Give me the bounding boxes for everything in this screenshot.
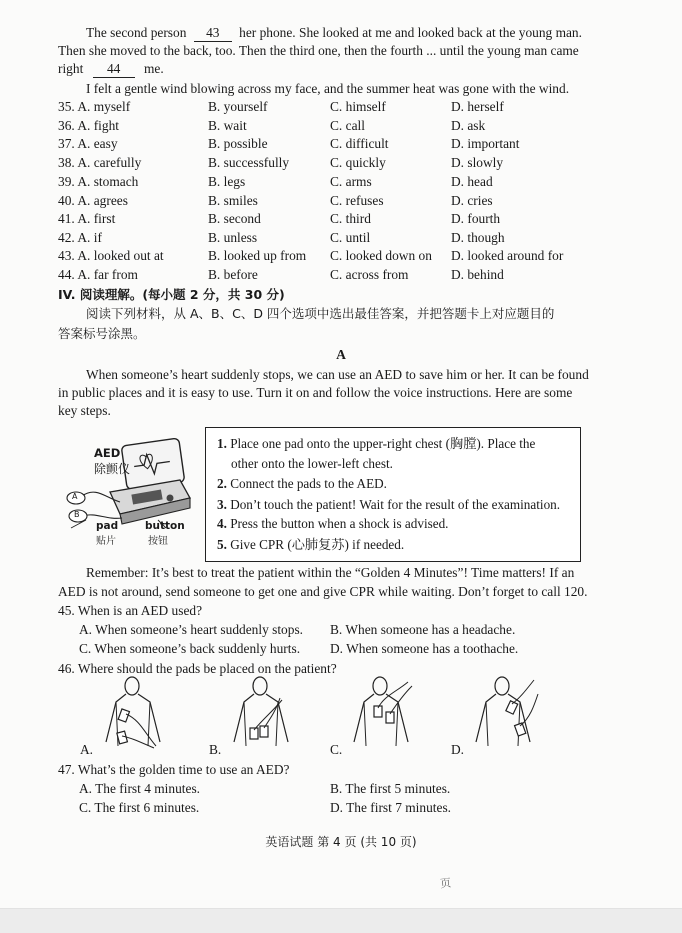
answer-option: C. The first 6 minutes.: [79, 800, 200, 815]
remember-line: AED is not around, send someone to get one and give CPR while waiting. Don’t forget to call 120.: [58, 584, 588, 599]
option-d: D. slowly: [451, 155, 504, 170]
marker-b: B: [74, 510, 80, 519]
passage-text: her phone. She looked at me and looked back at the young man.: [239, 25, 582, 40]
option-d: D. fourth: [451, 211, 501, 226]
remember-line: Remember: It’s best to treat the patient within the “Golden 4 Minutes”! Time matters! If an: [86, 565, 575, 580]
figure-label-d: D.: [451, 742, 465, 757]
option-d: D. herself: [451, 99, 504, 114]
aed-title-cn: 除颤仪: [94, 462, 131, 476]
passage-line: I felt a gentle wind blowing across my face, and the summer heat was gone with the wind.: [86, 81, 570, 96]
steps-box: [205, 427, 581, 562]
option-c: C. until: [330, 230, 371, 245]
passage-line: key steps.: [58, 403, 111, 418]
answer-option: A. When someone’s heart suddenly stops.: [79, 622, 304, 637]
option-b: B. smiles: [208, 193, 258, 208]
option-d: D. though: [451, 230, 505, 245]
option-b: B. yourself: [208, 99, 268, 114]
option-c: C. difficult: [330, 136, 389, 151]
option-b: B. wait: [208, 118, 247, 133]
button-label: button: [145, 520, 185, 532]
aed-title: AED: [94, 446, 121, 460]
option-d: D. looked around for: [451, 248, 564, 263]
option-c: C. looked down on: [330, 248, 432, 263]
blank-44: 44: [93, 61, 135, 78]
step-item: 2. Connect the pads to the AED.: [217, 476, 387, 491]
answer-option: D. The first 7 minutes.: [330, 800, 451, 815]
page-footer: 英语试题 第 4 页 (共 10 页): [265, 835, 417, 849]
option-c: C. himself: [330, 99, 386, 114]
torso-figure-a: [96, 676, 176, 752]
pad-label-cn: 贴片: [96, 536, 116, 547]
pad-label: pad: [96, 520, 119, 532]
marker-a: A: [72, 492, 78, 501]
option-row: 36. A. fight: [58, 118, 120, 133]
aed-illustration: [62, 428, 202, 558]
passage-text: The second person: [86, 25, 187, 40]
section-heading: IV. 阅读理解。(每小题 2 分，共 30 分): [58, 287, 285, 302]
question-stem: 45. When is an AED used?: [58, 603, 203, 618]
answer-option: C. When someone’s back suddenly hurts.: [79, 641, 301, 656]
answer-option: A. The first 4 minutes.: [79, 781, 200, 796]
passage-text: me.: [144, 61, 164, 76]
option-row: 44. A. far from: [58, 267, 138, 282]
option-b: B. legs: [208, 174, 246, 189]
option-b: B. second: [208, 211, 261, 226]
option-row: 35. A. myself: [58, 99, 131, 114]
option-d: D. behind: [451, 267, 504, 282]
figure-label-a: A.: [80, 742, 94, 757]
option-c: C. refuses: [330, 193, 384, 208]
viewer-bottom-bar: [0, 908, 682, 933]
question-stem: 47. What’s the golden time to use an AED?: [58, 762, 290, 777]
option-row: 40. A. agrees: [58, 193, 128, 208]
option-row: 41. A. first: [58, 211, 116, 226]
option-row: 37. A. easy: [58, 136, 118, 151]
option-b: B. looked up from: [208, 248, 307, 263]
option-b: B. unless: [208, 230, 258, 245]
option-row: 43. A. looked out at: [58, 248, 164, 263]
button-label-cn: 按钮: [148, 536, 168, 547]
passage-line: When someone’s heart suddenly stops, we can use an AED to save him or her. It can be found: [86, 367, 589, 382]
option-c: C. call: [330, 118, 365, 133]
question-stem: 46. Where should the pads be placed on the patient?: [58, 661, 337, 676]
passage-line: Then she moved to the back, too. Then the third one, then the fourth ... until the young man came: [58, 43, 579, 58]
option-d: D. ask: [451, 118, 486, 133]
blank-43: 43: [194, 25, 232, 42]
handwritten-mark: 页: [439, 876, 452, 891]
answer-option: B. The first 5 minutes.: [330, 781, 451, 796]
figure-label-b: B.: [209, 742, 222, 757]
section-instruction: 阅读下列材料，从 A、B、C、D 四个选项中选出最佳答案，并把答题卡上对应题目的: [86, 306, 555, 321]
option-b: B. before: [208, 267, 258, 282]
passage-line: in public places and it is easy to use. Turn it on and follow the voice instructions. Here are some: [58, 385, 573, 400]
answer-option: B. When someone has a headache.: [330, 622, 516, 637]
torso-figure-b: [224, 676, 304, 752]
step-item-continued: other onto the lower-left chest.: [231, 456, 393, 471]
step-item: 1. Place one pad onto the upper-right chest (胸膛). Place the: [217, 436, 536, 451]
step-item: 5. Give CPR (心肺复苏) if needed.: [217, 537, 405, 552]
option-b: B. successfully: [208, 155, 290, 170]
option-d: D. head: [451, 174, 493, 189]
passage-line: [58, 61, 164, 78]
option-row: 42. A. if: [58, 230, 102, 245]
option-c: C. third: [330, 211, 371, 226]
step-item: 4. Press the button when a shock is advised.: [217, 516, 449, 531]
option-row: 38. A. carefully: [58, 155, 142, 170]
option-c: C. across from: [330, 267, 409, 282]
aed-device-icon: [62, 428, 202, 558]
torso-figure-c: [344, 676, 424, 752]
option-b: B. possible: [208, 136, 268, 151]
passage-label: A: [336, 347, 346, 362]
step-item: 3. Don’t touch the patient! Wait for the result of the examination.: [217, 497, 561, 512]
torso-figure-d: [466, 676, 546, 752]
figure-label-c: C.: [330, 742, 343, 757]
option-c: C. arms: [330, 174, 372, 189]
option-d: D. cries: [451, 193, 493, 208]
answer-option: D. When someone has a toothache.: [330, 641, 519, 656]
section-instruction: 答案标号涂黑。: [58, 326, 146, 341]
option-row: 39. A. stomach: [58, 174, 139, 189]
passage-line: [86, 25, 582, 42]
option-c: C. quickly: [330, 155, 386, 170]
option-d: D. important: [451, 136, 520, 151]
passage-text: right: [58, 61, 84, 76]
